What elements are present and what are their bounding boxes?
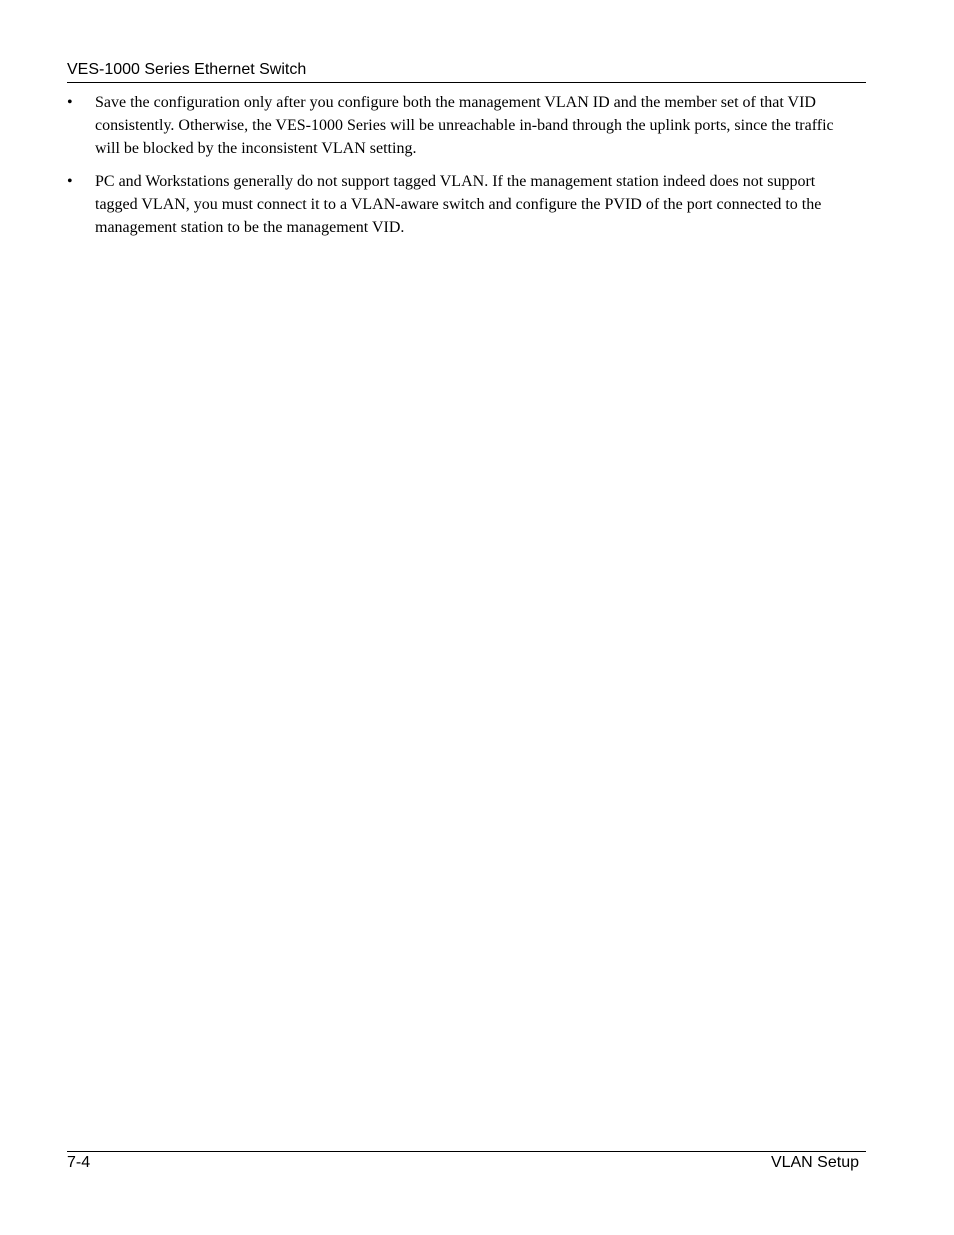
page-number: 7-4 — [67, 1154, 91, 1171]
bullet-icon: • — [67, 94, 73, 111]
page-header — [67, 60, 866, 83]
bullet-icon: • — [67, 173, 73, 190]
bullet-item — [67, 170, 847, 239]
bullet-item — [67, 91, 847, 160]
bullet-text: Save the configuration only after you configure both the management VLAN ID and the member set of that VID consistently. Otherwise, the VES-1000 Series will be unreachable in-band through the uplink ports, since the traffic will be blocked by the inconsistent VLAN setting. — [95, 94, 834, 157]
bullet-text: PC and Workstations generally do not support tagged VLAN. If the management station indeed does not support tagged VLAN, you must connect it to a VLAN-aware switch and configure the PVID of the port connected to the management station to be the management VID. — [95, 173, 822, 236]
header-title: VES-1000 Series Ethernet Switch — [67, 61, 307, 78]
section-title: VLAN Setup — [770, 1154, 859, 1171]
page-footer — [67, 1151, 866, 1176]
page-content — [67, 91, 847, 249]
bullet-list — [67, 91, 847, 239]
